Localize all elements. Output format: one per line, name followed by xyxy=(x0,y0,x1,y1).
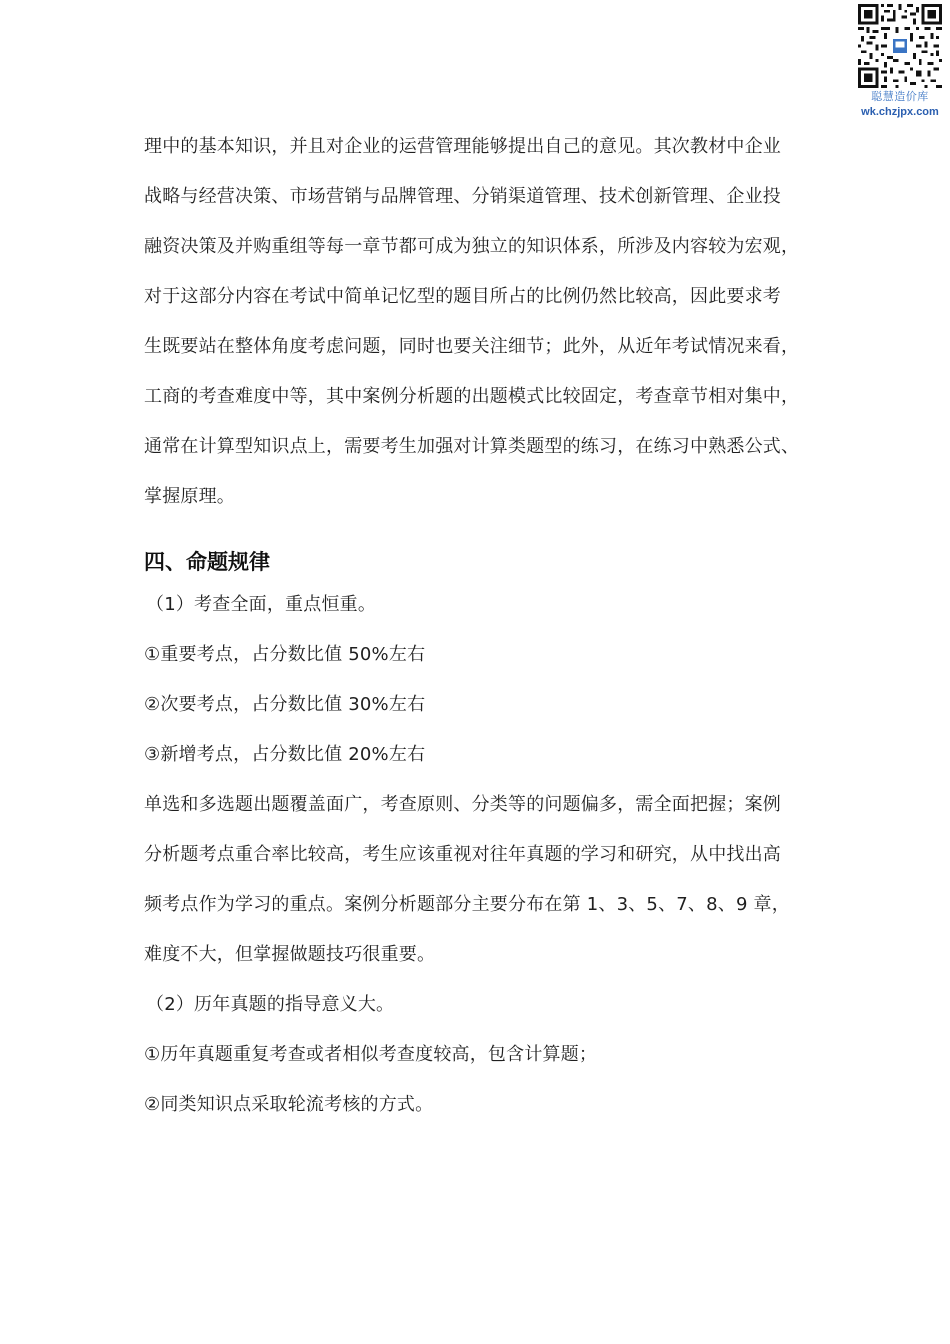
list-item: ②次要考点，占分数比值 30%左右 xyxy=(144,694,426,715)
list-item: ③新增考点，占分数比值 20%左右 xyxy=(144,744,426,765)
paragraph-line: 融资决策及并购重组等每一章节都可成为独立的知识体系，所涉及内容较为宏观， xyxy=(144,236,800,257)
paragraph-line: 生既要站在整体角度考虑问题，同时也要关注细节；此外，从近年考试情况来看， xyxy=(144,336,800,357)
intro-paragraph xyxy=(144,122,816,522)
subsection-title: （1）考查全面，重点恒重。 xyxy=(146,594,377,615)
paragraph-line: 掌握原理。 xyxy=(144,486,235,507)
section-body xyxy=(144,580,834,1130)
list-item: ①重要考点，占分数比值 50%左右 xyxy=(144,644,426,665)
paragraph-line: 对于这部分内容在考试中简单记忆型的题目所占的比例仍然比较高，因此要求考 xyxy=(144,286,781,307)
paragraph-line: 难度不大，但掌握做题技巧很重要。 xyxy=(144,944,436,965)
subsection-title: （2）历年真题的指导意义大。 xyxy=(146,994,395,1015)
list-item: ①历年真题重复考查或者相似考查度较高，包含计算题； xyxy=(144,1044,598,1065)
brand-name: 聪慧造价库 xyxy=(871,90,929,103)
brand-url[interactable]: wk.chzjpx.com xyxy=(861,106,939,118)
paragraph-line: 理中的基本知识，并且对企业的运营管理能够提出自己的意见。其次教材中企业 xyxy=(144,136,781,157)
paragraph-line: 工商的考查难度中等，其中案例分析题的出题模式比较固定，考查章节相对集中， xyxy=(144,386,800,407)
brand-logo[interactable] xyxy=(852,4,948,119)
paragraph-line: 战略与经营决策、市场营销与品牌管理、分销渠道管理、技术创新管理、企业投 xyxy=(144,186,781,207)
qr-code-icon xyxy=(858,4,942,88)
paragraph-line: 通常在计算型知识点上，需要考生加强对计算类题型的练习，在练习中熟悉公式、 xyxy=(144,436,800,457)
paragraph-line: 频考点作为学习的重点。案例分析题部分主要分布在第 1、3、5、7、8、9 章， xyxy=(144,894,790,915)
section-heading: 四、命题规律 xyxy=(144,550,270,574)
paragraph-line: 分析题考点重合率比较高，考生应该重视对往年真题的学习和研究，从中找出高 xyxy=(144,844,781,865)
paragraph-line: 单选和多选题出题覆盖面广，考查原则、分类等的问题偏多，需全面把握；案例 xyxy=(144,794,781,815)
list-item: ②同类知识点采取轮流考核的方式。 xyxy=(144,1094,434,1115)
